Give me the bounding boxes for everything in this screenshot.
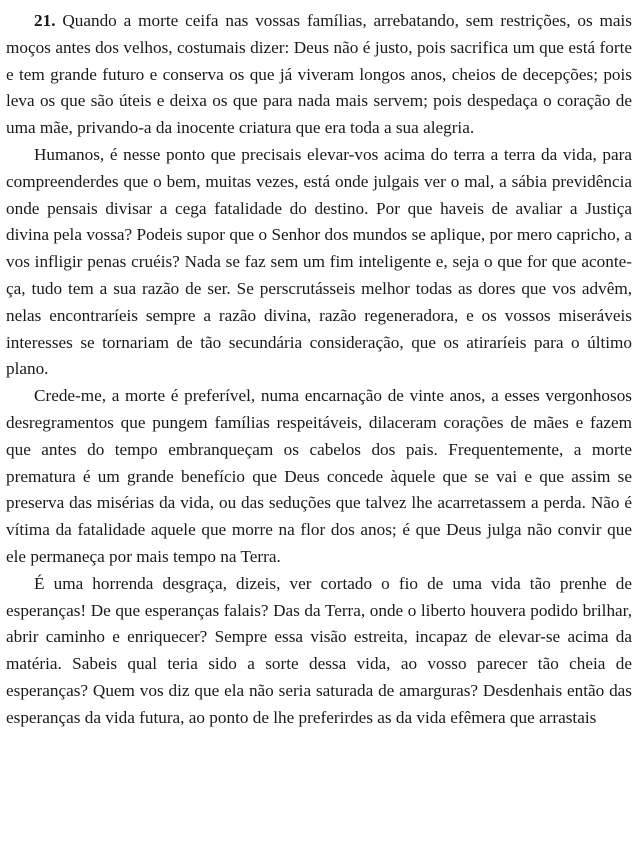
paragraph-3: Crede-me, a morte é preferível, numa encarnação de vinte anos, a esses vergonhosos desregramentos que pungem famílias respeitáveis, dilaceram corações de mães e fazem que antes do tempo embranqueçam os cabelos dos pais. Frequentemente, a morte prematura é um grande benefício que Deus concede àquele que se vai e que assim se preserva das misérias da vida, ou das seduções que talvez lhe acarretassem a perda. Não é vítima da fatalidade aquele que morre na flor dos anos; é que Deus julga não convir que ele permaneça por mais tempo na Terra. xyxy=(6,386,632,566)
item-number: 21. xyxy=(34,11,56,30)
paragraph-1-text: Quando a morte ceifa nas vossas famílias, arrebatando, sem restrições, os mais moços antes dos velhos, costumais dizer: Deus não é justo, pois sacrifica um que está forte e tem grande futuro e conserva os que já viveram longos anos, cheios de decepções; pois leva os que são úteis e deixa os que para nada mais servem; pois despedaça o coração de uma mãe, privando-a da inocente criatura que era toda a sua alegria. xyxy=(6,11,632,138)
paragraph-4: É uma horrenda desgraça, dizeis, ver cortado o fio de uma vida tão prenhe de esperanças! De que esperanças falais? Das da Terra, onde o liberto houvera podido brilhar, abrir caminho e enriquecer? Sempre essa visão estreita, incapaz de elevar-se acima da matéria. Sabeis qual teria sido a sorte dessa vida, ao vosso parecer tão cheia de esperanças? Quem vos diz que ela não seria saturada de amarguras? Desdenhais então das esperanças da vida futura, ao ponto de lhe preferirdes as da vida efêmera que arrastais xyxy=(6,573,632,727)
paragraph-1 xyxy=(6,8,632,142)
paragraph-2: Humanos, é nesse ponto que precisais elevar-vos acima do terra a terra da vida, para compreenderdes que o bem, muitas vezes, está onde julgais ver o mal, a sábia previdência onde pensais divisar a cega fatalidade do destino. Por que haveis de avaliar a Justiça divina pela vossa? Podeis supor que o Senhor dos mundos se aplique, por mero capricho, a vos infligir penas cruéis? Nada se faz sem um fim inteligente e, seja o que for que aconteça, tudo tem a sua razão de ser. Se perscrutásseis melhor todas as dores que vos advêm, nelas encontraríeis sempre a razão divina, razão regeneradora, e os vossos miseráveis interesses se tornariam de tão secundária consideração, que os atiraríeis para o último plano. xyxy=(6,144,632,379)
